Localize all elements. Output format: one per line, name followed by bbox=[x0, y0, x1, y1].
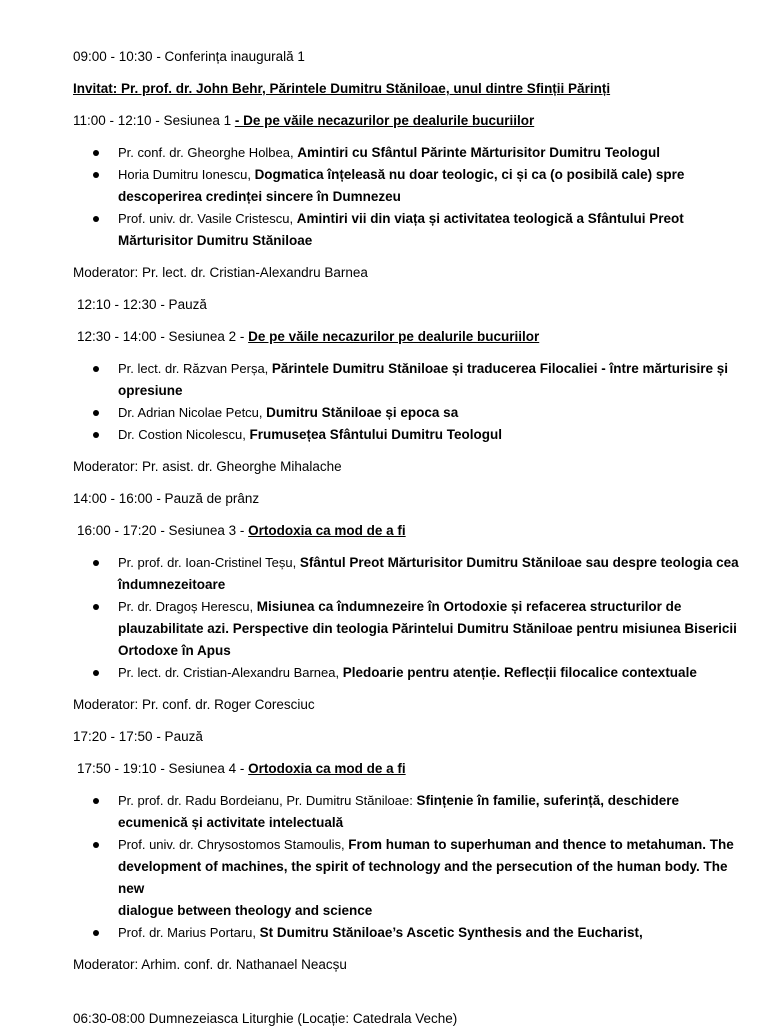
list-item: Prof. univ. dr. Chrysostomos Stamoulis, From human to superhuman and thence to metahuman. The development of machines, the spirit of technology and the persecution of the human body. The new dialogue between theology and science bbox=[118, 834, 745, 922]
opening-conference-line: 09:00 - 10:30 - Conferința inaugurală 1 bbox=[73, 49, 305, 64]
session-2-title: De pe văile necazurilor pe dealurile bucuriilor bbox=[248, 329, 540, 344]
list-item: Horia Dumitru Ionescu, Dogmatica înțeleasă nu doar teologic, ci și ca (o posibilă cale) spre descoperirea credinței sincere în Dumnezeu bbox=[118, 164, 745, 208]
session-4-moderator: Moderator: Arhim. conf. dr. Nathanael Neacșu bbox=[73, 957, 347, 972]
session-3-moderator: Moderator: Pr. conf. dr. Roger Coresciuc bbox=[73, 697, 315, 712]
bullet-icon bbox=[93, 604, 99, 610]
session-2-moderator: Moderator: Pr. asist. dr. Gheorghe Mihalache bbox=[73, 459, 342, 474]
bullet-icon bbox=[93, 842, 99, 848]
bullet-icon bbox=[93, 930, 99, 936]
liturgy-line: 06:30-08:00 Dumnezeiasca Liturghie (Locație: Catedrala Veche) bbox=[73, 1011, 458, 1026]
list-item: Dr. Costion Nicolescu, Frumusețea Sfântului Dumitru Teologul bbox=[118, 424, 745, 446]
invited-guest-line: Invitat: Pr. prof. dr. John Behr, Părintele Dumitru Stăniloae, unul dintre Sfinții Părinți bbox=[73, 81, 611, 96]
list-item: Pr. lect. dr. Răzvan Perșa, Părintele Dumitru Stăniloae și traducerea Filocaliei - între mărturisire și opresiune bbox=[118, 358, 745, 402]
bullet-icon bbox=[93, 366, 99, 372]
bullet-icon bbox=[93, 150, 99, 156]
list-item: Pr. lect. dr. Cristian-Alexandru Barnea, Pledoarie pentru atenție. Reflecții filocalice contextuale bbox=[118, 662, 745, 684]
session-1-title: - De pe văile necazurilor pe dealurile bucuriilor bbox=[234, 113, 535, 128]
bullet-icon bbox=[93, 216, 99, 222]
session-3-title: Ortodoxia ca mod de a fi bbox=[248, 523, 406, 538]
session-3-list bbox=[73, 552, 745, 684]
program-document bbox=[73, 46, 745, 1030]
bullet-icon bbox=[93, 670, 99, 676]
break-2: 14:00 - 16:00 - Pauză de prânz bbox=[73, 491, 260, 506]
bullet-icon bbox=[93, 410, 99, 416]
list-item: Prof. univ. dr. Vasile Cristescu, Amintiri vii din viața și activitatea teologică a Sfântului Preot Mărturisitor Dumitru Stăniloae bbox=[118, 208, 745, 252]
session-4-title: Ortodoxia ca mod de a fi bbox=[248, 761, 406, 776]
session-2-list bbox=[73, 358, 745, 446]
break-3: 17:20 - 17:50 - Pauză bbox=[73, 729, 203, 744]
list-item: Pr. conf. dr. Gheorghe Holbea, Amintiri cu Sfântul Părinte Mărturisitor Dumitru Teologul bbox=[118, 142, 745, 164]
session-4-heading bbox=[73, 758, 745, 780]
session-1-time: 11:00 - 12:10 - Sesiunea 1 bbox=[73, 113, 235, 128]
session-1-heading bbox=[73, 110, 745, 132]
list-item: Pr. prof. dr. Ioan-Cristinel Teșu, Sfântul Preot Mărturisitor Dumitru Stăniloae sau despre teologia cea îndumnezeitoare bbox=[118, 552, 745, 596]
bullet-icon bbox=[93, 560, 99, 566]
session-1-moderator: Moderator: Pr. lect. dr. Cristian-Alexandru Barnea bbox=[73, 265, 368, 280]
session-3-time: 16:00 - 17:20 - Sesiunea 3 - bbox=[77, 523, 249, 538]
list-item: Pr. dr. Dragoș Herescu, Misiunea ca îndumnezeire în Ortodoxie și refacerea structurilor de plauzabilitate azi. Perspective din teologia Părintelui Dumitru Stăniloae pentru misiunea Bisericii Ortodoxe în Apus bbox=[118, 596, 745, 662]
break-1: 12:10 - 12:30 - Pauză bbox=[77, 297, 207, 312]
bullet-icon bbox=[93, 432, 99, 438]
session-1-list bbox=[73, 142, 745, 252]
session-2-time: 12:30 - 14:00 - Sesiunea 2 - bbox=[77, 329, 249, 344]
session-2-heading bbox=[73, 326, 745, 348]
session-4-time: 17:50 - 19:10 - Sesiunea 4 - bbox=[77, 761, 249, 776]
session-4-list bbox=[73, 790, 745, 944]
list-item: Dr. Adrian Nicolae Petcu, Dumitru Stăniloae și epoca sa bbox=[118, 402, 745, 424]
list-item: Pr. prof. dr. Radu Bordeianu, Pr. Dumitru Stăniloae: Sfințenie în familie, suferință, deschidere ecumenică și activitate intelectuală bbox=[118, 790, 745, 834]
bullet-icon bbox=[93, 172, 99, 178]
session-3-heading bbox=[73, 520, 745, 542]
list-item: Prof. dr. Marius Portaru, St Dumitru Stăniloae’s Ascetic Synthesis and the Eucharist, bbox=[118, 922, 745, 944]
bullet-icon bbox=[93, 798, 99, 804]
